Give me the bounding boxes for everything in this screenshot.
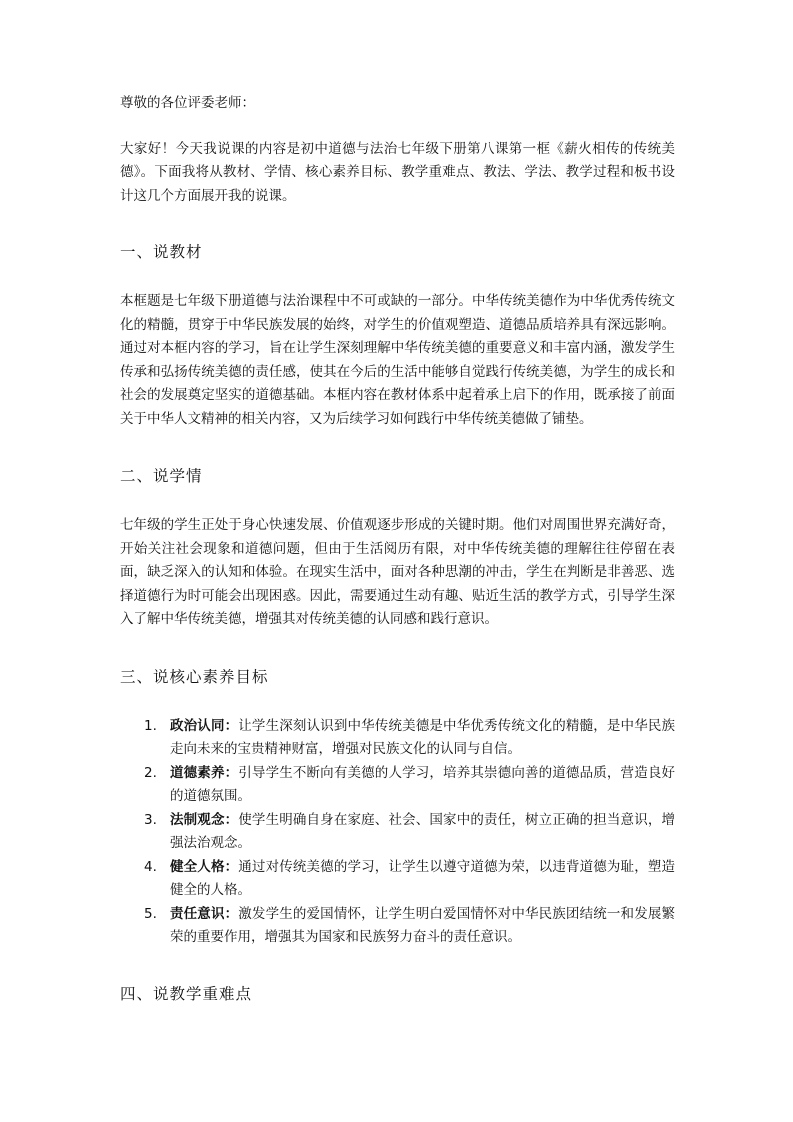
section-learner-analysis: [120, 464, 675, 632]
section-heading: 一、说教材: [120, 243, 203, 261]
section-body: 本框题是七年级下册道德与法治课程中不可或缺的一部分。中华传统美德作为中华优秀传统文化的精髓，贯穿于中华民族发展的始终，对学生的价值观塑造、道德品质培养具有深远影响。通过对本框内容的学习，旨在让学生深刻理解中华传统美德的重要意义和丰富内涵，激发学生传承和弘扬传统美德的责任感，使其在今后的生活中能够自觉践行传统美德，为学生的成长和社会的发展奠定坚实的道德基础。本框内容在教材体系中起着承上启下的作用，既承接了前面关于中华人文精神的相关内容，又为后续学习如何践行中华传统美德做了铺垫。: [120, 293, 675, 427]
goal-term: 健全人格：: [170, 858, 239, 875]
goal-term: 道德素养：: [170, 764, 239, 781]
list-number: 3.: [144, 811, 157, 828]
section-core-competency-goals: [120, 665, 675, 950]
list-item: [120, 715, 675, 762]
list-number: 5.: [144, 905, 157, 922]
section-textbook: [120, 240, 675, 431]
document-page: [120, 92, 675, 1032]
intro-paragraph: 大家好！今天我说课的内容是初中道德与法治七年级下册第八课第一框《薪火相传的传统美德》。下面我将从教材、学情、核心素养目标、教学重难点、教法、学法、教学过程和板书设计这几个方面展开我的说课。: [120, 140, 675, 204]
section-heading: 三、说核心素养目标: [120, 667, 269, 686]
list-item: [120, 809, 675, 856]
list-item: [120, 856, 675, 903]
list-item: [120, 762, 675, 809]
greeting: 尊敬的各位评委老师：: [120, 95, 255, 111]
list-number: 1.: [144, 717, 157, 734]
list-number: 2.: [144, 764, 157, 781]
list-number: 4.: [144, 858, 157, 875]
goal-term: 政治认同：: [170, 717, 239, 734]
section-key-difficult-points: [120, 982, 675, 1006]
list-item: [120, 903, 675, 950]
goal-text: 通过对传统美德的学习，让学生以遵守道德为荣，以违背道德为耻，塑造健全的人格。: [170, 858, 676, 898]
goal-term: 法制观念：: [170, 811, 239, 828]
section-heading: 四、说教学重难点: [120, 984, 253, 1003]
goals-list: [120, 715, 675, 950]
section-heading: 二、说学情: [120, 467, 203, 485]
goal-text: 引导学生不断向有美德的人学习，培养其崇德向善的道德品质，营造良好的道德氛围。: [170, 764, 676, 804]
goal-text: 让学生深刻认识到中华传统美德是中华优秀传统文化的精髓，是中华民族走向未来的宝贵精神财富，增强对民族文化的认同与自信。: [170, 717, 676, 757]
goal-term: 责任意识：: [170, 905, 239, 922]
goal-text: 激发学生的爱国情怀，让学生明白爱国情怀对中华民族团结统一和发展繁荣的重要作用，增强其为国家和民族努力奋斗的责任意识。: [170, 905, 676, 945]
goal-text: 使学生明确自身在家庭、社会、国家中的责任，树立正确的担当意识，增强法治观念。: [170, 811, 676, 851]
section-body: 七年级的学生正处于身心快速发展、价值观逐步形成的关键时期。他们对周围世界充满好奇，开始关注社会现象和道德问题，但由于生活阅历有限，对中华传统美德的理解往往停留在表面，缺乏深入的认知和体验。在现实生活中，面对各种思潮的冲击，学生在判断是非善恶、选择道德行为时可能会出现困惑。因此，需要通过生动有趣、贴近生活的教学方式，引导学生深入了解中华传统美德，增强其对传统美德的认同感和践行意识。: [120, 517, 675, 627]
